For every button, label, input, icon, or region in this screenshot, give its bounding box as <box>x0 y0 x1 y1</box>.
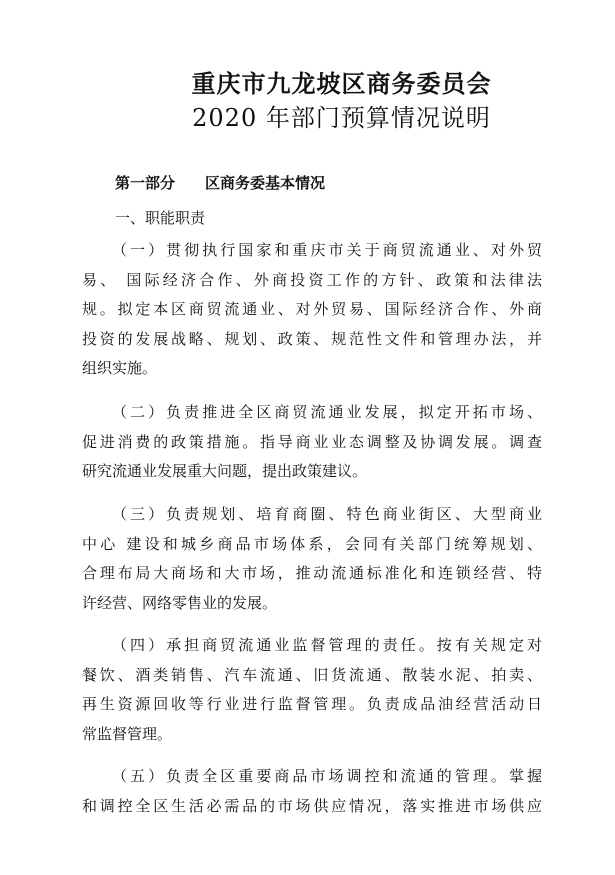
paragraph-line: 研究流通业发展重大问题，提出政策建议。 <box>82 462 368 481</box>
paragraph-line: （五）负责全区重要商品市场调控和流通的管理。掌握 <box>112 767 542 785</box>
paragraph-line: （三）负责规划、培育商圈、特色商业街区、大型商业 <box>112 505 542 523</box>
paragraph-line: 合理布局大商场和大市场，推动流通标准化和连锁经营、特 <box>82 564 542 583</box>
paragraph-line: 中心 建设和城乡商品市场体系，会同有关部门统筹规划、 <box>82 534 542 553</box>
paragraph-line: 和调控全区生活必需品的市场供应情况，落实推进市场供应 <box>82 796 542 815</box>
section-part-label: 第一部分 <box>115 174 176 192</box>
paragraph-line: 规。拟定本区商贸流通业、对外贸易、国际经济合作、外商 <box>82 300 542 319</box>
paragraph-line: 易、 国际经济合作、外商投资工作的方针、政策和法律法 <box>82 270 542 289</box>
paragraph-line: 常监督管理。 <box>82 724 173 743</box>
paragraph-line: 组织实施。 <box>82 359 158 378</box>
document-title: 重庆市九龙坡区商务委员会 <box>191 69 492 98</box>
paragraph-line: 许经营、网络零售业的发展。 <box>82 593 278 612</box>
paragraph-line: 促进消费的政策措施。指导商业业态调整及协调发展。调查 <box>82 432 542 451</box>
paragraph-line: 餐饮、酒类销售、汽车流通、旧货流通、散装水泥、拍卖、 <box>82 665 542 684</box>
paragraph-line: 再生资源回收等行业进行监督管理。负责成品油经营活动日 <box>82 695 542 714</box>
subsection-heading: 一、职能职责 <box>115 209 206 227</box>
section-name: 区商务委基本情况 <box>205 174 326 192</box>
paragraph-line: （四）承担商贸流通业监督管理的责任。按有关规定对 <box>112 636 542 654</box>
paragraph-line: 投资的发展战略、规划、政策、规范性文件和管理办法，并 <box>82 329 542 348</box>
document-subtitle: 2020 年部门预算情况说明 <box>192 104 491 132</box>
paragraph-4 <box>82 631 542 749</box>
paragraph-1 <box>82 236 542 384</box>
paragraph-line: （二）负责推进全区商贸流通业发展，拟定开拓市场、 <box>112 403 542 421</box>
paragraph-line: （一）贯彻执行国家和重庆市关于商贸流通业、对外贸 <box>112 241 542 259</box>
paragraph-5 <box>82 762 542 821</box>
section-heading <box>115 172 325 193</box>
paragraph-3 <box>82 500 542 618</box>
paragraph-2 <box>82 398 542 487</box>
